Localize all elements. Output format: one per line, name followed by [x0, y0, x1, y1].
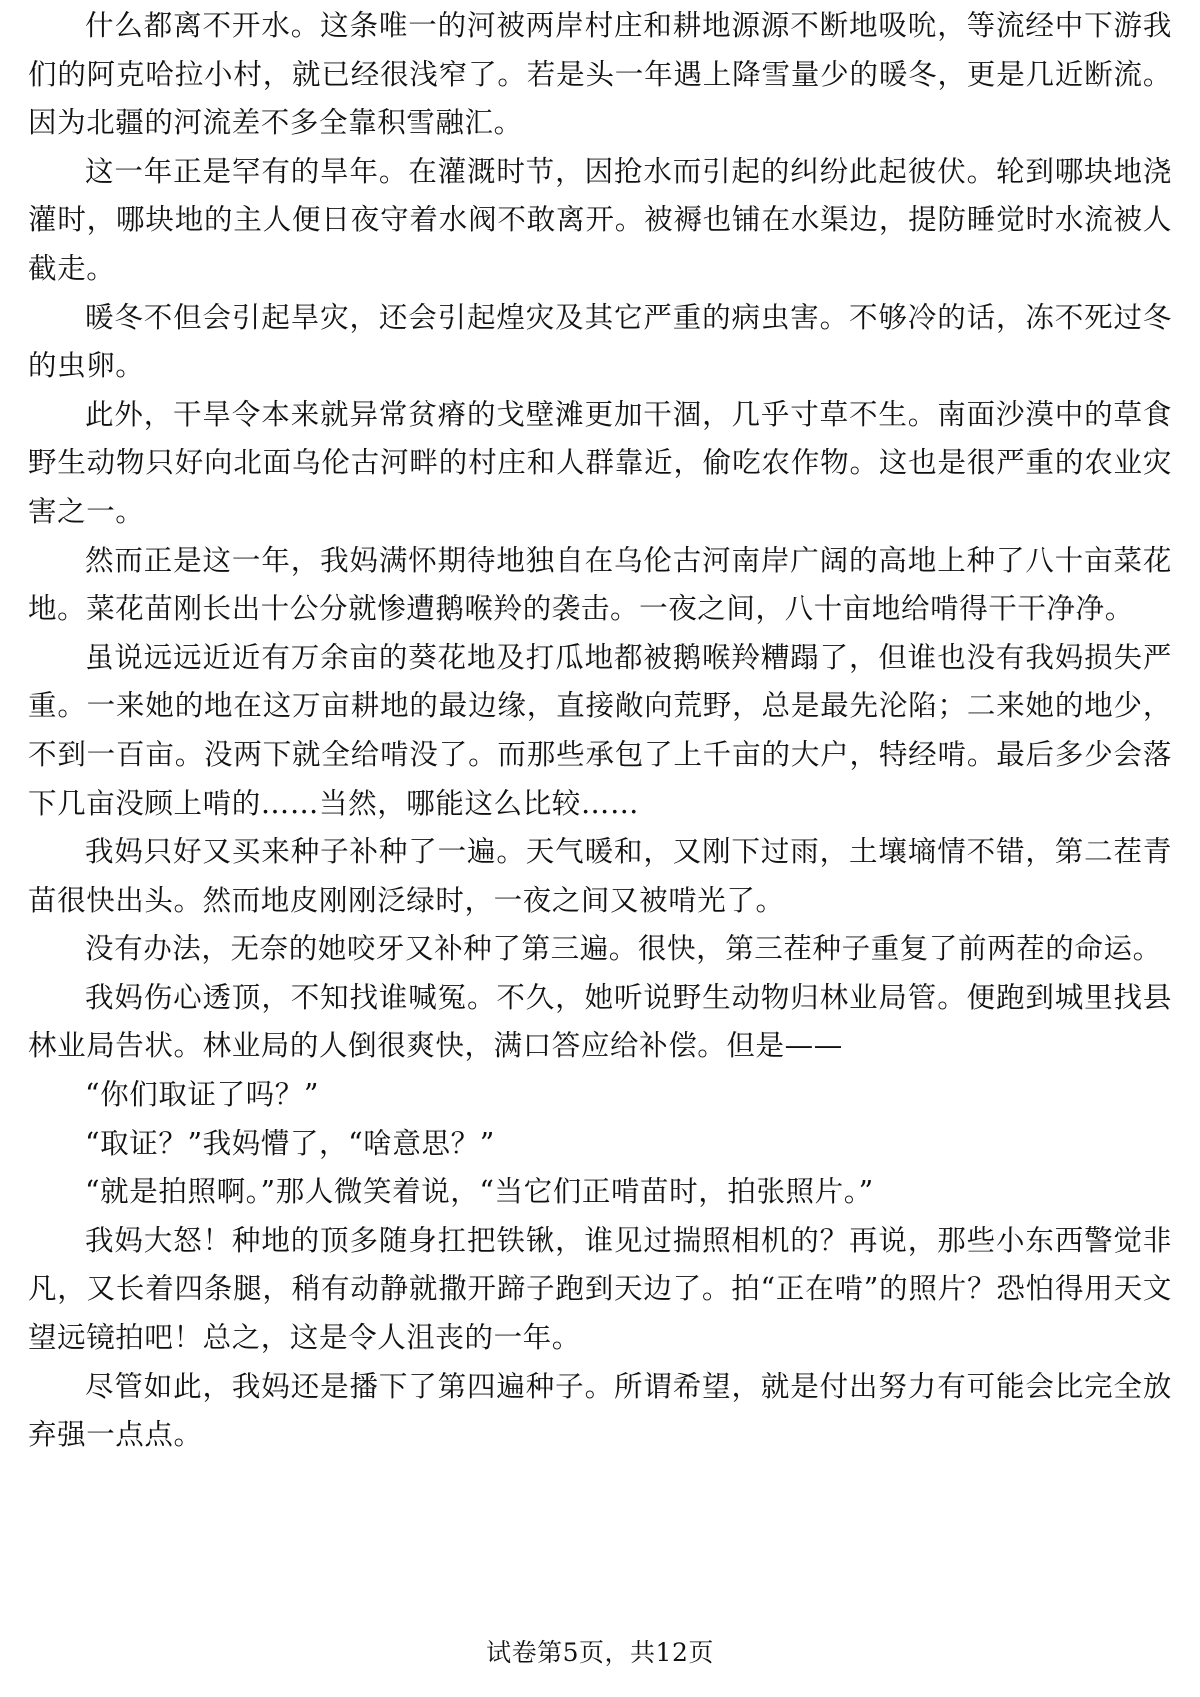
paragraph: 这一年正是罕有的旱年。在灌溉时节，因抢水而引起的纠纷此起彼伏。轮到哪块地浇灌时，哪块地的主人便日夜守着水阀不敢离开。被褥也铺在水渠边，提防睡觉时水流被人截走。 [28, 154, 1172, 285]
dialogue-line: “就是拍照啊。”那人微笑着说，“当它们正啃苗时，拍张照片。” [85, 1175, 874, 1209]
paragraph: 没有办法，无奈的她咬牙又补种了第三遍。很快，第三茬种子重复了前两茬的命运。 [85, 932, 1162, 966]
paragraph: 什么都离不开水。这条唯一的河被两岸村庄和耕地源源不断地吸吮，等流经中下游我们的阿克哈拉小村，就已经很浅窄了。若是头一年遇上降雪量少的暖冬，更是几近断流。因为北疆的河流差不多全靠积雪融汇。 [28, 9, 1172, 140]
page-footer: 试卷第5页，共12页 [486, 1638, 714, 1667]
dialogue-line: “取证？”我妈懵了，“啥意思？” [85, 1126, 495, 1160]
paragraph: 然而正是这一年，我妈满怀期待地独自在乌伦古河南岸广阔的高地上种了八十亩菜花地。菜花苗刚长出十公分就惨遭鹅喉羚的袭击。一夜之间，八十亩地给啃得干干净净。 [28, 543, 1172, 626]
paragraph: 此外，干旱令本来就异常贫瘠的戈壁滩更加干涸，几乎寸草不生。南面沙漠中的草食野生动物只好向北面乌伦古河畔的村庄和人群靠近，偷吃农作物。这也是很严重的农业灾害之一。 [28, 397, 1172, 528]
dialogue-line: “你们取证了吗？” [85, 1078, 320, 1112]
paragraph: 我妈伤心透顶，不知找谁喊冤。不久，她听说野生动物归林业局管。便跑到城里找县林业局告状。林业局的人倒很爽快，满口答应给补偿。但是—— [28, 980, 1172, 1063]
paragraph: 我妈大怒！种地的顶多随身扛把铁锹，谁见过揣照相机的？再说，那些小东西警觉非凡，又长着四条腿，稍有动静就撒开蹄子跑到天边了。拍“正在啃”的照片？恐怕得用天文望远镜拍吧！总之，这是令人沮丧的一年。 [28, 1223, 1172, 1355]
paragraph: 暖冬不但会引起旱灾，还会引起煌灾及其它严重的病虫害。不够冷的话，冻不死过冬的虫卵。 [28, 300, 1172, 383]
paragraph: 虽说远远近近有万余亩的葵花地及打瓜地都被鹅喉羚糟蹋了，但谁也没有我妈损失严重。一来她的地在这万亩耕地的最边缘，直接敞向荒野，总是最先沦陷；二来她的地少，不到一百亩。没两下就全给啃没了。而那些承包了上千亩的大户，特经啃。最后多少会落下几亩没顾上啃的……当然，哪能这么比较…… [28, 640, 1172, 820]
paragraph: 我妈只好又买来种子补种了一遍。天气暖和，又刚下过雨，土壤墒情不错，第二茬青苗很快出头。然而地皮刚刚泛绿时，一夜之间又被啃光了。 [28, 835, 1172, 917]
paragraph: 尽管如此，我妈还是播下了第四遍种子。所谓希望，就是付出努力有可能会比完全放弃强一点点。 [28, 1369, 1172, 1452]
article-body [28, 2, 1172, 1460]
